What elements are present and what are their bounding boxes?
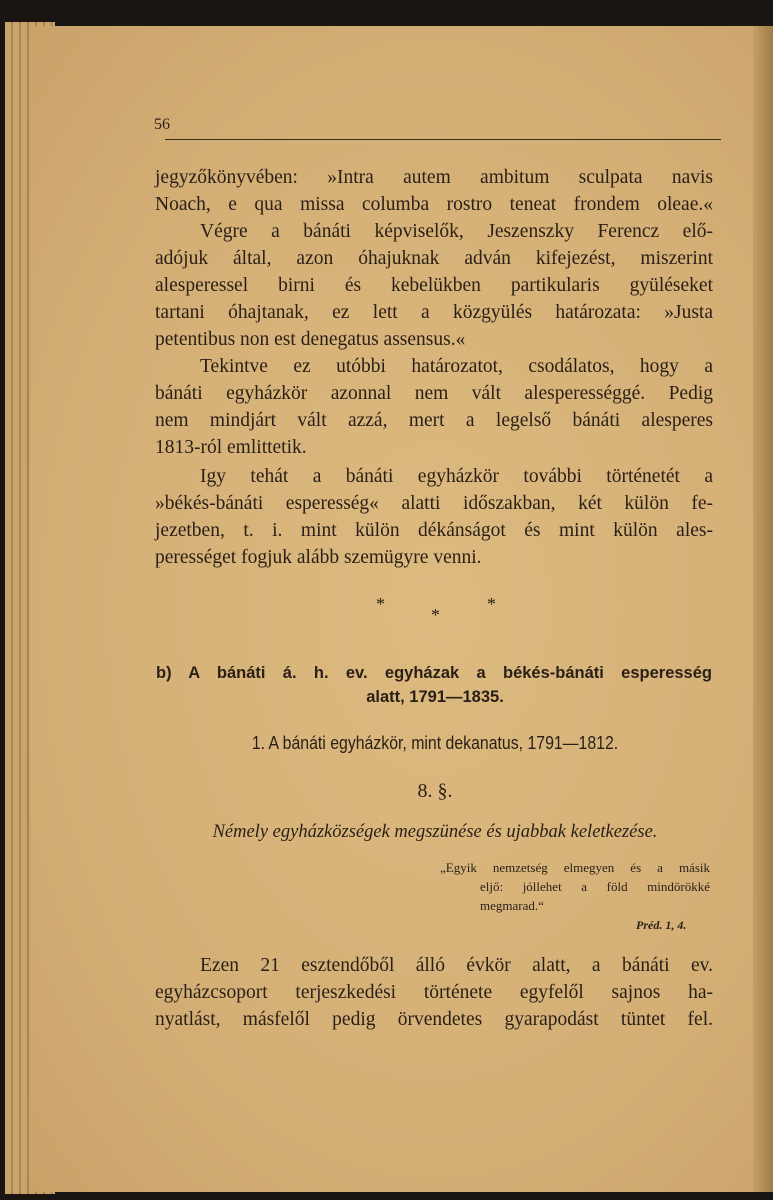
text-line: egyházcsoport terjeszkedési története egyfelől sajnos ha- — [155, 982, 713, 1003]
section-heading-cont: alatt, 1791—1835. — [366, 688, 504, 706]
section-title: Némely egyházközségek megszünése és ujabbak keletkezése. — [212, 822, 658, 842]
text-line: adójuk által, azon óhajuknak adván kifejezést, miszerint — [155, 248, 713, 269]
text-line: jegyzőkönyvében: »Intra autem ambitum sculpata navis — [155, 167, 713, 188]
text-line: nem mindjárt vált azzá, mert a legelső bánáti alesperes — [155, 410, 713, 431]
text-line: Ezen 21 esztendőből álló évkör alatt, a bánáti ev. — [200, 955, 713, 976]
paragraph-mark: 8. §. — [417, 780, 453, 802]
asterism-star: * — [487, 594, 496, 614]
text-line: 1813-ról emlittetik. — [155, 437, 307, 458]
asterism-star: * — [376, 594, 385, 614]
text-line: nyatlást, másfelől pedig örvendetes gyarapodást tüntet fel. — [155, 1009, 713, 1030]
text-line: Végre a bánáti képviselők, Jeszenszky Ferencz elő- — [200, 221, 713, 242]
epigraph-source: Préd. 1, 4. — [636, 918, 687, 932]
text-line: petentibus non est denegatus assensus.« — [155, 329, 466, 350]
page-right-edge — [753, 26, 773, 1192]
text-line: perességet fogjuk alább szemügyre venni. — [155, 547, 482, 568]
text-line: Noach, e qua missa columba rostro teneat frondem oleae.« — [155, 194, 713, 215]
text-line: »békés-bánáti esperesség« alatti időszakban, két külön fe- — [155, 493, 713, 514]
text-line: tartani óhajtanak, ez lett a közgyülés határozata: »Justa — [155, 302, 713, 323]
text-line: alesperessel birni és kebelükben partikularis gyüléseket — [155, 275, 713, 296]
section-heading: b) A bánáti á. h. ev. egyházak a békés-bánáti esperesség — [156, 664, 712, 682]
header-rule — [165, 139, 721, 140]
epigraph-line: eljő: jóllehet a föld mindörökké — [480, 879, 710, 894]
text-line: bánáti egyházkör azonnal nem vált alesperességgé. Pedig — [155, 383, 713, 404]
text-line: Tekintve ez utóbbi határozatot, csodálatos, hogy a — [200, 356, 713, 377]
epigraph-line: „Egyik nemzetség elmegyen és a másik — [440, 860, 710, 875]
text-line: Igy tehát a bánáti egyházkör további történetét a — [200, 466, 713, 487]
page-number: 56 — [154, 116, 170, 133]
text-line: jezetben, t. i. mint külön dékánságot és mint külön ales- — [155, 520, 713, 541]
asterism-star: * — [431, 605, 440, 625]
subsection-heading: 1. A bánáti egyházkör, mint dekanatus, 1791—1812. — [251, 733, 619, 753]
epigraph-line: megmarad.“ — [480, 898, 544, 913]
